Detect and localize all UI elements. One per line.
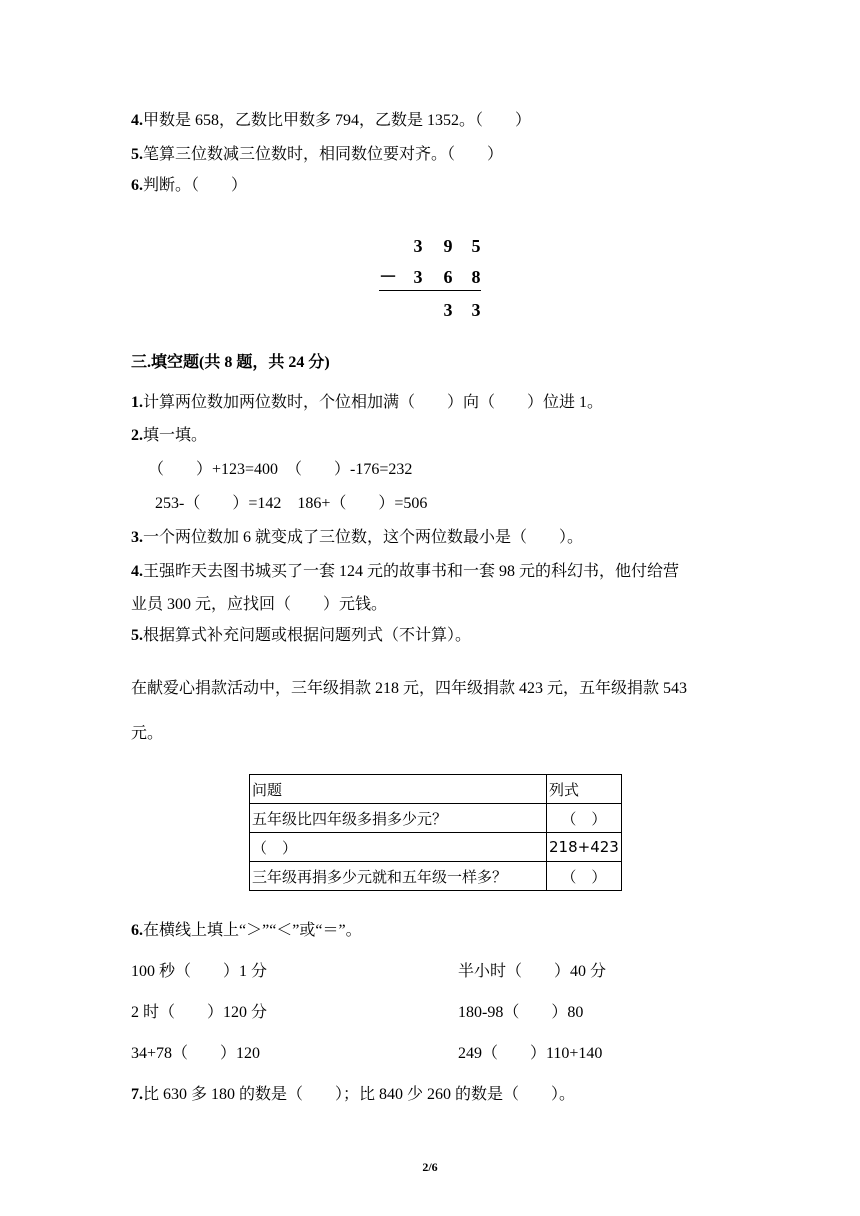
- question-3: [131, 528, 583, 548]
- digit: 3: [413, 236, 423, 256]
- question-1: [131, 393, 603, 413]
- item-number: 5.: [131, 146, 143, 163]
- digit: 5: [471, 236, 481, 256]
- question-2-line-1: （ ）+123=400 （ ）-176=232: [148, 461, 413, 478]
- digit: 6: [443, 267, 453, 287]
- item-text: 一个两位数加 6 就变成了三位数，这个两位数最小是（ ）。: [143, 529, 584, 546]
- table-cell: （ ）: [547, 862, 622, 891]
- question-5: [131, 626, 471, 646]
- question-4-line-2: 业员 300 元，应找回（ ）元钱。: [131, 596, 388, 613]
- item-number: 3.: [131, 529, 143, 546]
- item-text: 王强昨天去图书城买了一套 124 元的故事书和一套 98 元的科幻书，他付给营: [143, 563, 680, 580]
- item-text: 判断。（ ）: [143, 177, 248, 194]
- question-2-line-2: 253-（ ）=142 186+（ ）=506: [155, 495, 428, 512]
- calculation-rule: [379, 290, 481, 291]
- item-number: 7.: [131, 1086, 143, 1103]
- minus-sign: －: [379, 267, 397, 287]
- item-number: 2.: [131, 427, 143, 444]
- item-text: 甲数是 658，乙数比甲数多 794，乙数是 1352。（ ）: [143, 112, 532, 129]
- digit: 8: [471, 267, 481, 287]
- digit: 3: [443, 300, 453, 320]
- item-number: 4.: [131, 112, 143, 129]
- item-text: 笔算三位数减三位数时，相同数位要对齐。（ ）: [143, 146, 504, 163]
- compare-item: 100 秒（ ）1 分: [131, 963, 268, 980]
- item-text: 计算两位数加两位数时，个位相加满（ ）向（ ）位进 1。: [143, 394, 604, 411]
- judgement-item-6: [131, 176, 247, 196]
- question-4: [131, 562, 679, 582]
- digit: 3: [471, 300, 481, 320]
- compare-item: 半小时（ ）40 分: [458, 963, 607, 980]
- item-number: 6.: [131, 922, 143, 939]
- table-cell: （ ）: [547, 804, 622, 833]
- compare-item: 34+78（ ）120: [131, 1045, 261, 1062]
- compare-item: 2 时（ ）120 分: [131, 1004, 268, 1021]
- item-text: 比 630 多 180 的数是（ ）；比 840 少 260 的数是（ ）。: [143, 1086, 576, 1103]
- digit: 3: [413, 267, 423, 287]
- table-header: 问题: [250, 775, 547, 804]
- table-cell: 三年级再捐多少元就和五年级一样多？: [250, 862, 547, 891]
- compare-item: 180-98（ ）80: [458, 1004, 584, 1021]
- question-6: [131, 921, 362, 941]
- question-2: [131, 426, 207, 446]
- compare-item: 249（ ）110+140: [458, 1045, 603, 1062]
- item-text: 根据算式补充问题或根据问题列式（不计算）。: [143, 627, 472, 644]
- question-7: [131, 1085, 575, 1105]
- item-number: 1.: [131, 394, 143, 411]
- question-5-context-2: 元。: [131, 725, 164, 742]
- table-row: [250, 862, 622, 891]
- table-cell: 218+423: [547, 833, 622, 862]
- item-number: 6.: [131, 177, 143, 194]
- judgement-item-5: [131, 145, 503, 165]
- table-row: [250, 833, 622, 862]
- table-header-row: [250, 775, 622, 804]
- table-cell: 五年级比四年级多捐多少元？: [250, 804, 547, 833]
- table-header: 列式: [547, 775, 622, 804]
- table-row: [250, 804, 622, 833]
- judgement-item-4: [131, 111, 531, 131]
- page-number: 2/6: [422, 1160, 438, 1174]
- item-text: 填一填。: [143, 427, 208, 444]
- section-title: 三.填空题(共 8 题，共 24 分): [131, 354, 330, 371]
- question-5-context-1: 在献爱心捐款活动中，三年级捐款 218 元，四年级捐款 423 元，五年级捐款 543: [131, 680, 688, 697]
- item-number: 4.: [131, 563, 143, 580]
- question-table: [249, 774, 622, 891]
- item-text: 在横线上填上“＞”“＜”或“＝”。: [143, 922, 362, 939]
- digit: 9: [443, 236, 453, 256]
- item-number: 5.: [131, 627, 143, 644]
- table-cell: （ ）: [250, 833, 547, 862]
